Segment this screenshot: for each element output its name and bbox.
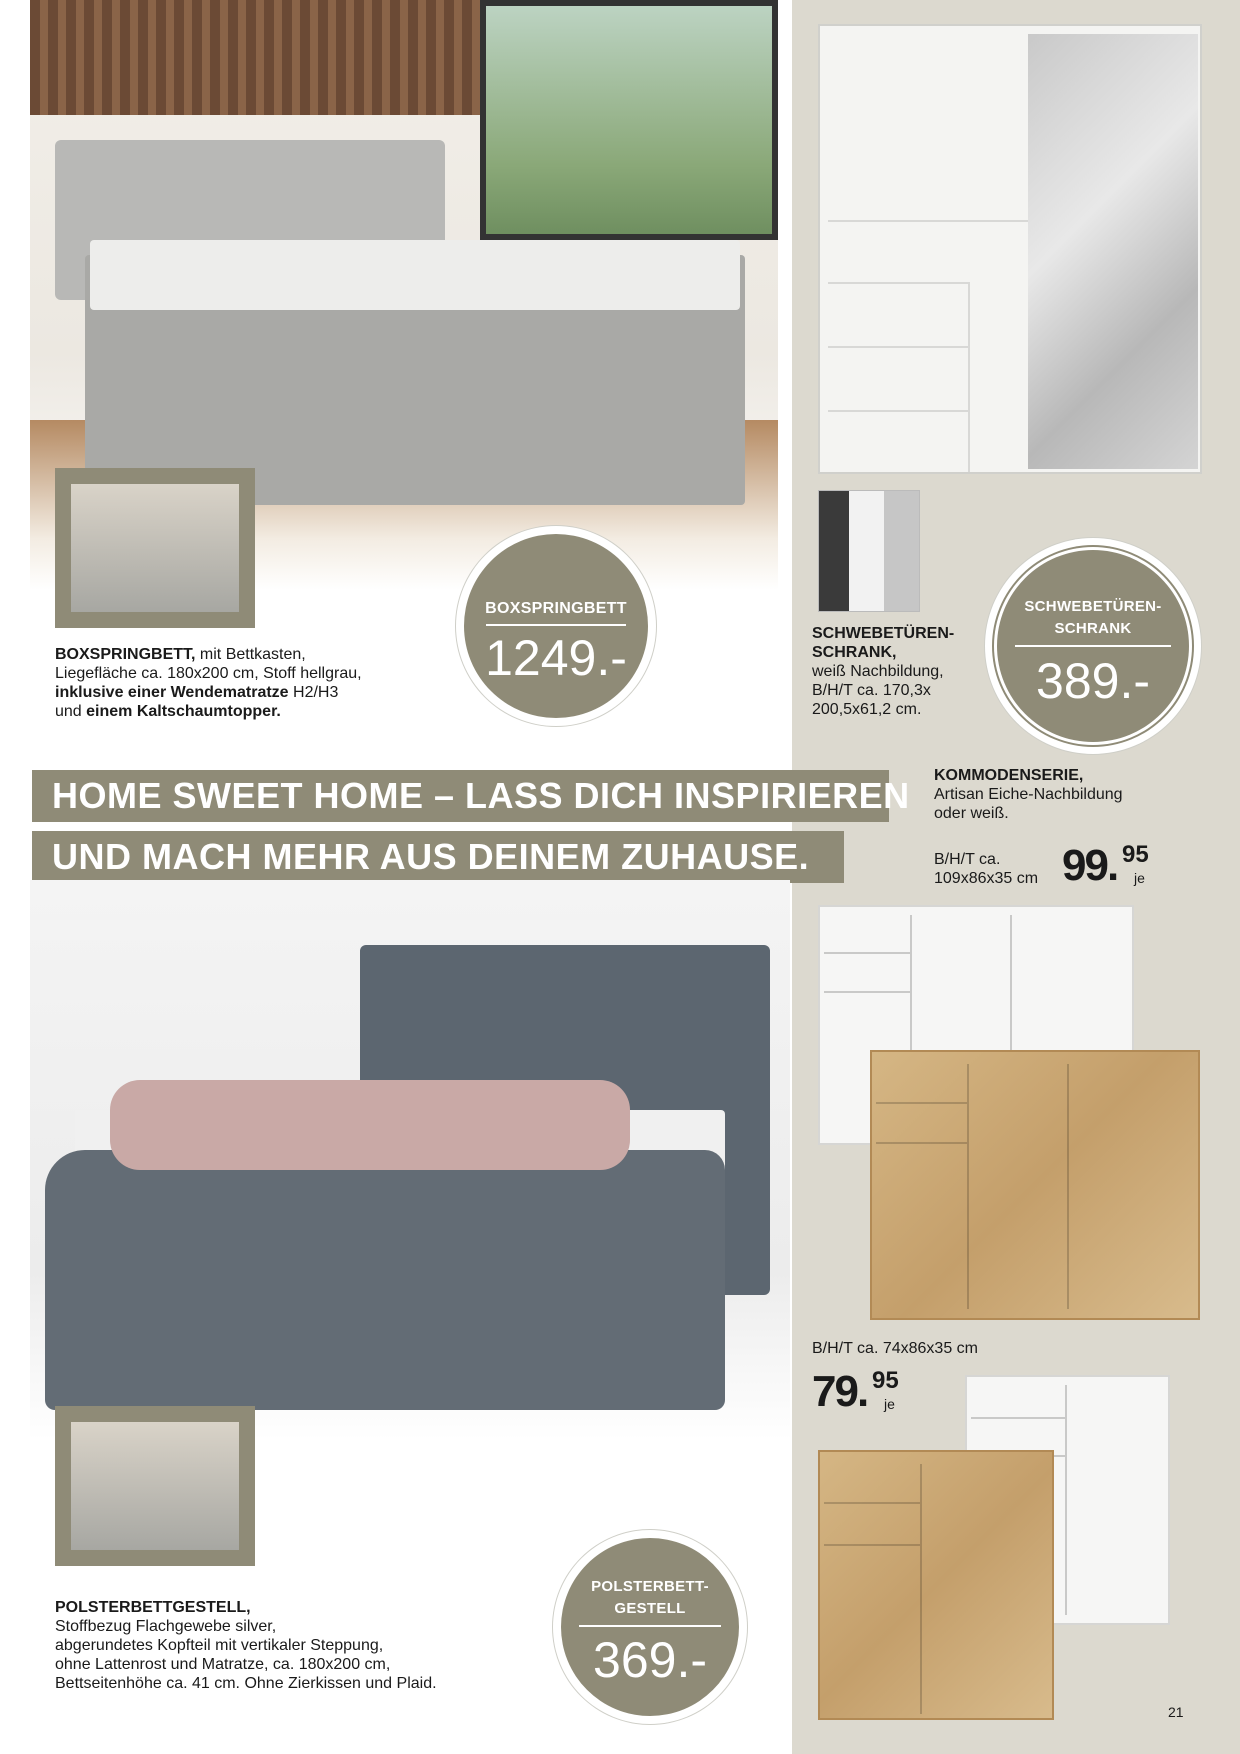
kommodenserie-description: KOMMODENSERIE, Artisan Eiche-Nachbildung oder weiß. [934, 766, 1184, 823]
badge-price: 389.- [1036, 653, 1150, 709]
window [480, 0, 778, 240]
wardrobe-price-badge: SCHWEBETÜREN- SCHRANK 389.- [985, 538, 1201, 754]
commode-dimensions: B/H/T ca. 74x86x35 cm [812, 1340, 978, 1357]
product-name: BOXSPRINGBETT, [55, 646, 196, 663]
product-name: KOMMODENSERIE, [934, 767, 1084, 784]
product-name: SCHWEBETÜREN- [812, 625, 955, 642]
boxspringbett-description: BOXSPRINGBETT, mit Bettkasten, Liegefläche ca. 180x200 cm, Stoff hellgrau, inklusive einer Wendematratze H2/H3 und einem Kaltschaumtopper. [55, 646, 362, 720]
page-number: 21 [1168, 1704, 1184, 1720]
bed-frame [45, 1150, 725, 1410]
boxspringbett-thumbnail [55, 468, 255, 628]
bed-mattress [90, 240, 740, 310]
wardrobe-mirror [1028, 34, 1198, 469]
commode-price-unit: je [884, 1396, 895, 1412]
sideboard-price-cents: 95 [1122, 841, 1149, 868]
commode-oak-photo [818, 1450, 1054, 1720]
sideboard-price: 99. [1062, 841, 1118, 890]
boxspringbett-price-badge [456, 526, 656, 726]
headline-line-1: HOME SWEET HOME – LASS DICH INSPIRIEREN [32, 770, 889, 822]
wardrobe-photo [818, 24, 1202, 474]
badge-label: BOXSPRINGBETT [485, 600, 627, 617]
badge-label: SCHWEBETÜREN- [1024, 598, 1162, 615]
polsterbett-thumbnail [55, 1406, 255, 1566]
badge-price: 369.- [593, 1632, 707, 1688]
sideboard-dimensions: B/H/T ca. 109x86x35 cm [934, 851, 1039, 887]
slat-wall [30, 0, 480, 115]
commode-price: 79. [812, 1367, 868, 1416]
wardrobe-description: SCHWEBETÜREN- SCHRANK, weiß Nachbildung, B/H/T ca. 170,3x 200,5x61,2 cm. [812, 624, 982, 719]
polsterbett-price-badge: POLSTERBETT- GESTELL 369.- [553, 1530, 747, 1724]
badge-label: POLSTERBETT- [591, 1578, 709, 1595]
sideboard-price-unit: je [1134, 870, 1145, 886]
polsterbett-photo [30, 880, 790, 1440]
polsterbett-description: POLSTERBETTGESTELL, Stoffbezug Flachgewebe silver, abgerundetes Kopfteil mit vertikaler Steppung, ohne Lattenrost und Matratze, ca. 180x200 cm, Bettseitenhöhe ca. 41 cm. Ohne Zierkissen und Plaid. [55, 1598, 555, 1693]
headline-line-2: UND MACH MEHR AUS DEINEM ZUHAUSE. [32, 831, 844, 883]
bed-blanket [110, 1080, 630, 1170]
wardrobe-interior-thumbnail [818, 490, 920, 612]
badge-price: 1249.- [485, 630, 627, 686]
product-name: POLSTERBETTGESTELL, [55, 1599, 251, 1616]
sideboard-oak-photo [870, 1050, 1200, 1320]
commode-price-cents: 95 [872, 1367, 899, 1394]
